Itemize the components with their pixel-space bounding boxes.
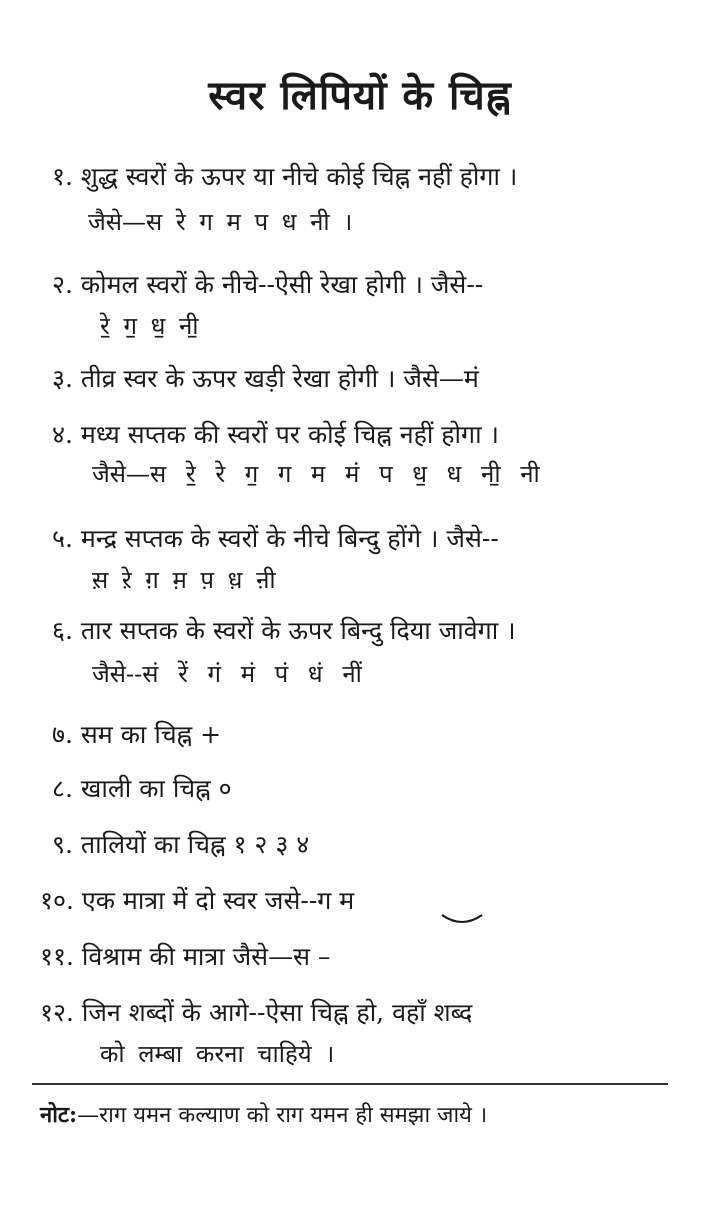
item-number: ६. (52, 616, 73, 645)
item-number: ५. (52, 524, 73, 553)
note-label: नोट: (40, 1102, 78, 1128)
page-title: स्वर लिपियों के चिह्न (208, 72, 512, 119)
item-number: ४. (52, 420, 73, 449)
list-item (52, 418, 499, 452)
list-item (40, 996, 472, 1030)
list-item (52, 268, 483, 302)
item-text: तीव्र स्वर के ऊपर खड़ी रेखा होगी । जैसे—मं (80, 364, 479, 393)
item-number: १. (52, 162, 73, 191)
item-example: को लम्बा करना चाहिये । (100, 1040, 335, 1068)
list-item (52, 828, 309, 862)
item-example: रे॒ ग॒ ध॒ नी॒ (100, 312, 199, 340)
list-item (52, 614, 516, 648)
list-item (52, 522, 499, 556)
note-text: —राग यमन कल्याण को राग यमन ही समझा जाये । (77, 1103, 488, 1128)
item-number: ८. (52, 774, 73, 803)
list-item (52, 772, 232, 806)
item-text: जिन शब्दों के आगे--ऐसा चिह्न हो, वहाँ शब्द (81, 998, 473, 1027)
item-text: मध्य सप्तक की स्वरों पर कोई चिह्न नहीं होगा । (80, 420, 500, 449)
list-item (52, 160, 517, 194)
item-number: ९. (52, 830, 73, 859)
item-example: जैसे—स रे ग म प ध नी । (88, 208, 353, 236)
item-text: सम का चिह्न + (80, 720, 222, 749)
item-example: स़ ऱे ग़ म़ प़ ध़ ऩी (92, 566, 276, 594)
divider (32, 1083, 668, 1085)
list-item (40, 940, 330, 974)
item-text: कोमल स्वरों के नीचे--ऐसी रेखा होगी । जैसे-- (80, 270, 484, 299)
item-text: शुद्ध स्वरों के ऊपर या नीचे कोई चिह्न नहीं होगा । (80, 162, 518, 191)
item-text: एक मात्रा में दो स्वर जसे--ग म (81, 886, 355, 915)
item-number: १२. (40, 998, 74, 1027)
item-number: ११. (40, 942, 74, 971)
item-example: जैसे--सं रें गं मं पं धं नीं (92, 660, 362, 688)
item-text: मन्द्र सप्तक के स्वरों के नीचे बिन्दु होंगे । जैसे-- (80, 524, 499, 553)
item-text: तार सप्तक के स्वरों के ऊपर बिन्दु दिया जावेगा । (80, 616, 516, 645)
item-number: २. (52, 270, 73, 299)
item-number: ३. (52, 364, 73, 393)
note (40, 1100, 487, 1131)
item-text: खाली का चिह्न ० (80, 774, 232, 803)
item-text: तालियों का चिह्न १ २ ३ ४ (80, 830, 310, 859)
item-number: ७. (52, 720, 73, 749)
list-item (52, 718, 221, 752)
list-item (52, 362, 479, 396)
list-item (40, 884, 354, 918)
meend-arc-mark (440, 913, 484, 929)
item-number: १०. (40, 886, 74, 915)
item-example: जैसे—स रे॒ रे ग॒ ग म मं प ध॒ ध नी॒ नी (92, 460, 540, 488)
item-text: विश्राम की मात्रा जैसे—स – (81, 942, 331, 971)
